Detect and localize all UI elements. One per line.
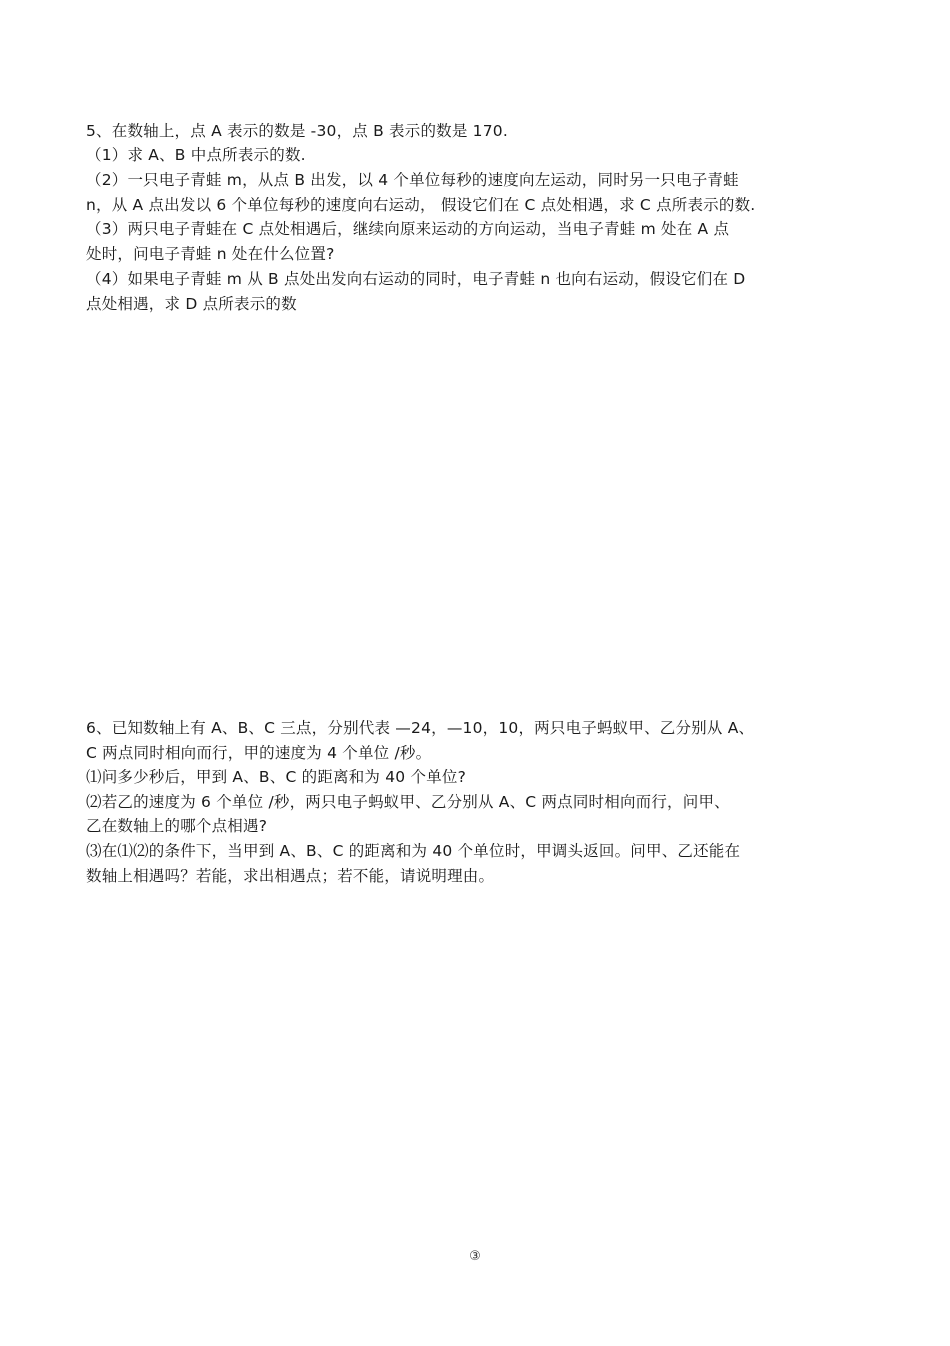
problem-6-line: 乙在数轴上的哪个点相遇? [86, 817, 268, 835]
problem-5-line: 5、在数轴上，点 A 表示的数是 -30，点 B 表示的数是 170. [86, 122, 508, 140]
problem-6-line: C 两点同时相向而行，甲的速度为 4 个单位 /秒。 [86, 744, 432, 762]
problem-5-line: （1）求 A、B 中点所表示的数. [86, 146, 306, 164]
problem-5-line: （4）如果电子青蛙 m 从 B 点处出发向右运动的同时，电子青蛙 n 也向右运动，假设它们在 D [86, 270, 746, 288]
problem-6-line: 数轴上相遇吗？若能，求出相遇点；若不能，请说明理由。 [86, 867, 495, 885]
problem-6-line: 6、已知数轴上有 A、B、C 三点，分别代表 —24，—10，10，两只电子蚂蚁甲、乙分别从 A、 [86, 719, 755, 737]
problem-5-line: 点处相遇，求 D 点所表示的数 [86, 295, 297, 313]
problem-5-line: （2）一只电子青蛙 m，从点 B 出发，以 4 个单位每秒的速度向左运动，同时另一只电子青蛙 [86, 171, 739, 189]
problem-5-line: n，从 A 点出发以 6 个单位每秒的速度向右运动， 假设它们在 C 点处相遇，求 C 点所表示的数. [86, 196, 756, 214]
problem-5-line: 处时，问电子青蛙 n 处在什么位置? [86, 245, 335, 263]
problem-5-line: （3）两只电子青蛙在 C 点处相遇后，继续向原来运动的方向运动，当电子青蛙 m 处在 A 点 [86, 220, 730, 238]
problem-6-line: ⑶在⑴⑵的条件下，当甲到 A、B、C 的距离和为 40 个单位时，甲调头返回。问甲、乙还能在 [86, 842, 741, 860]
page-number: ③ [469, 1249, 481, 1264]
problem-6-line: ⑵若乙的速度为 6 个单位 /秒，两只电子蚂蚁甲、乙分别从 A、C 两点同时相向而行，问甲、 [86, 793, 730, 811]
problem-6-line: ⑴问多少秒后，甲到 A、B、C 的距离和为 40 个单位? [86, 768, 467, 786]
